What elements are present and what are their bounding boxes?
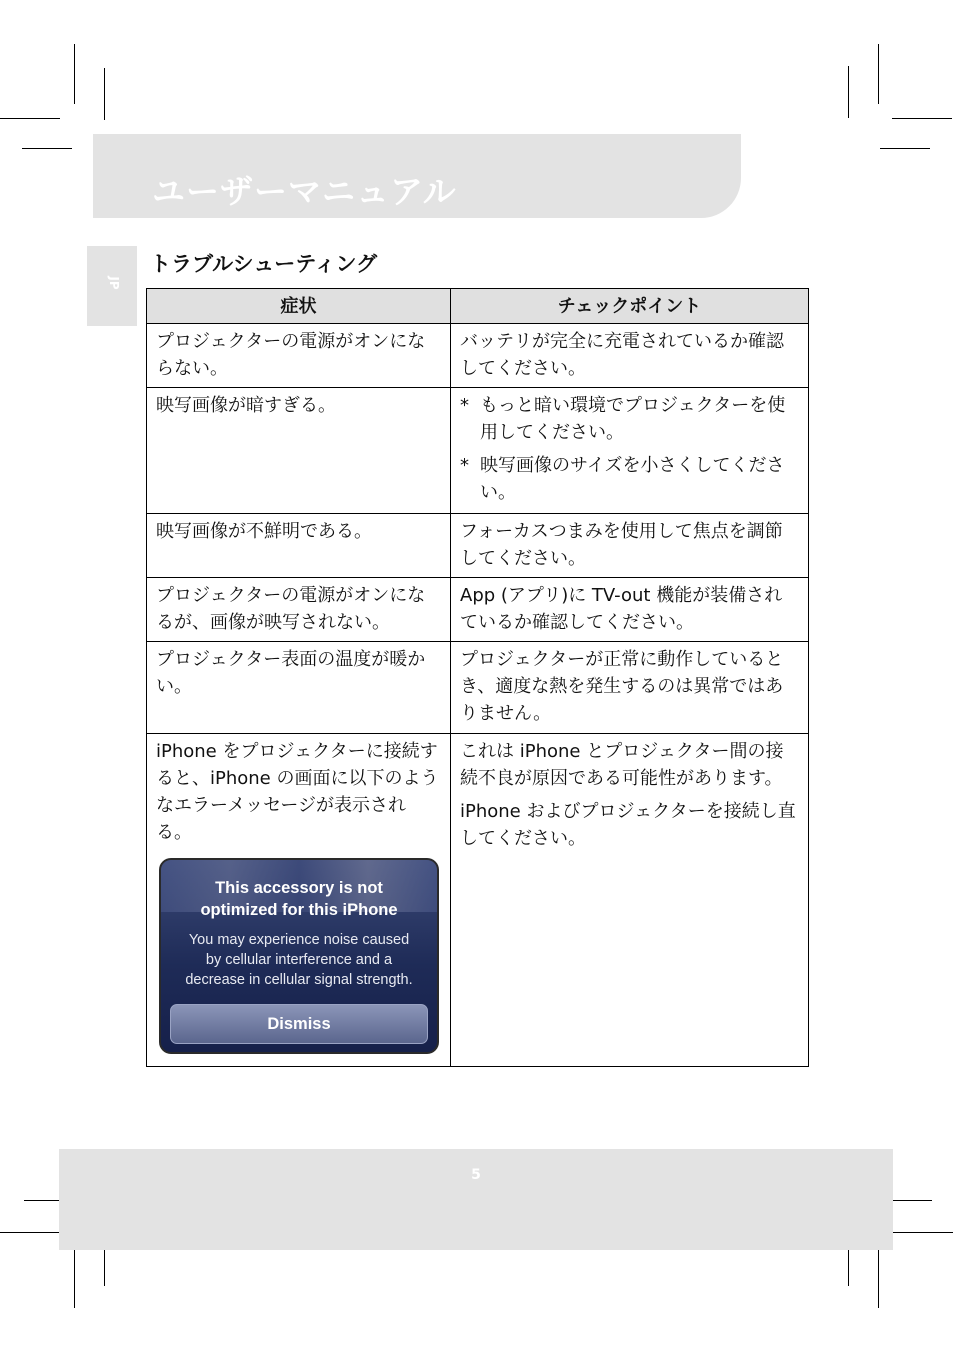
symptom-text: プロジェクターの電源がオンになるが、画像が映写されない。 (156, 585, 426, 633)
crop-mark (0, 118, 60, 119)
symptom-cell (147, 388, 451, 514)
crop-mark (74, 44, 75, 104)
crop-mark (880, 148, 930, 149)
troubleshooting-table (146, 288, 809, 1067)
symptom-text: 映写画像が暗すぎる。 (156, 395, 336, 416)
alert-message-line: by cellular interference and a (205, 952, 393, 968)
alert-message-line: You may experience noise caused (188, 932, 410, 948)
crop-mark (848, 66, 849, 118)
section-title: トラブルシューティング (150, 252, 378, 276)
crop-mark (104, 68, 105, 120)
crop-mark (74, 1248, 75, 1308)
checkpoint-text: 映写画像のサイズを小さくしてください。 (480, 455, 785, 503)
checkpoint-cell (451, 734, 809, 1067)
symptom-text: プロジェクターの電源がオンにならない。 (156, 331, 426, 379)
checkpoint-text: iPhone およびプロジェクターを接続し直してください。 (460, 801, 796, 849)
alert-message (161, 930, 437, 990)
checkpoint-text: App (アプリ)に TV-out 機能が装備されているか確認してください。 (460, 585, 783, 633)
checkpoint-text: フォーカスつまみを使用して焦点を調節してください。 (460, 521, 783, 569)
crop-mark (878, 1248, 879, 1308)
symptom-cell (147, 578, 451, 642)
checkpoint-text: もっと暗い環境でプロジェクターを使用してください。 (480, 395, 786, 443)
symptom-cell (147, 734, 451, 1067)
table-row (147, 324, 809, 388)
checkpoint-cell (451, 324, 809, 388)
alert-title-line: optimized for this iPhone (200, 901, 398, 919)
symptom-text: プロジェクター表面の温度が暖かい。 (156, 649, 426, 697)
header-symptom: 症状 (147, 289, 451, 324)
checkpoint-cell (451, 642, 809, 734)
symptom-cell (147, 642, 451, 734)
alert-message-line: decrease in cellular signal strength. (185, 972, 413, 988)
crop-mark (892, 118, 952, 119)
alert-title (161, 877, 437, 921)
checkpoint-cell (451, 388, 809, 514)
symptom-cell (147, 514, 451, 578)
table-row (147, 388, 809, 514)
symptom-cell (147, 324, 451, 388)
symptom-text: iPhone をプロジェクターに接続すると、iPhone の画面に以下のようなエラーメッセージが表示される。 (156, 741, 439, 843)
bullet-mark: * (460, 395, 469, 416)
crop-mark (878, 44, 879, 104)
symptom-text: 映写画像が不鮮明である。 (156, 521, 372, 542)
crop-mark (0, 1232, 60, 1233)
checkpoint-bullet (460, 392, 799, 446)
iphone-alert-screenshot (159, 858, 439, 1054)
footer-band (59, 1149, 893, 1250)
checkpoint-bullet (460, 452, 799, 506)
manual-title: ユーザーマニュアル (152, 172, 457, 211)
table-row (147, 514, 809, 578)
bullet-mark: * (460, 455, 469, 476)
table-row (147, 734, 809, 1067)
header-checkpoint: チェックポイント (451, 289, 809, 324)
checkpoint-text: これは iPhone とプロジェクター間の接続不良が原因である可能性があります。 (460, 741, 784, 789)
page-number: 5 (471, 1167, 481, 1183)
checkpoint-text: プロジェクターが正常に動作しているとき、適度な熱を発生するのは異常ではありません。 (460, 649, 784, 724)
alert-title-line: This accessory is not (215, 879, 383, 897)
table-header-row (147, 289, 809, 324)
checkpoint-cell (451, 578, 809, 642)
table-row (147, 578, 809, 642)
table-row (147, 642, 809, 734)
dismiss-button: Dismiss (170, 1004, 428, 1044)
crop-mark (22, 148, 72, 149)
checkpoint-cell (451, 514, 809, 578)
checkpoint-text: バッテリが完全に充電されているか確認してください。 (460, 331, 784, 379)
crop-mark (893, 1232, 953, 1233)
language-label: JP (107, 276, 121, 290)
